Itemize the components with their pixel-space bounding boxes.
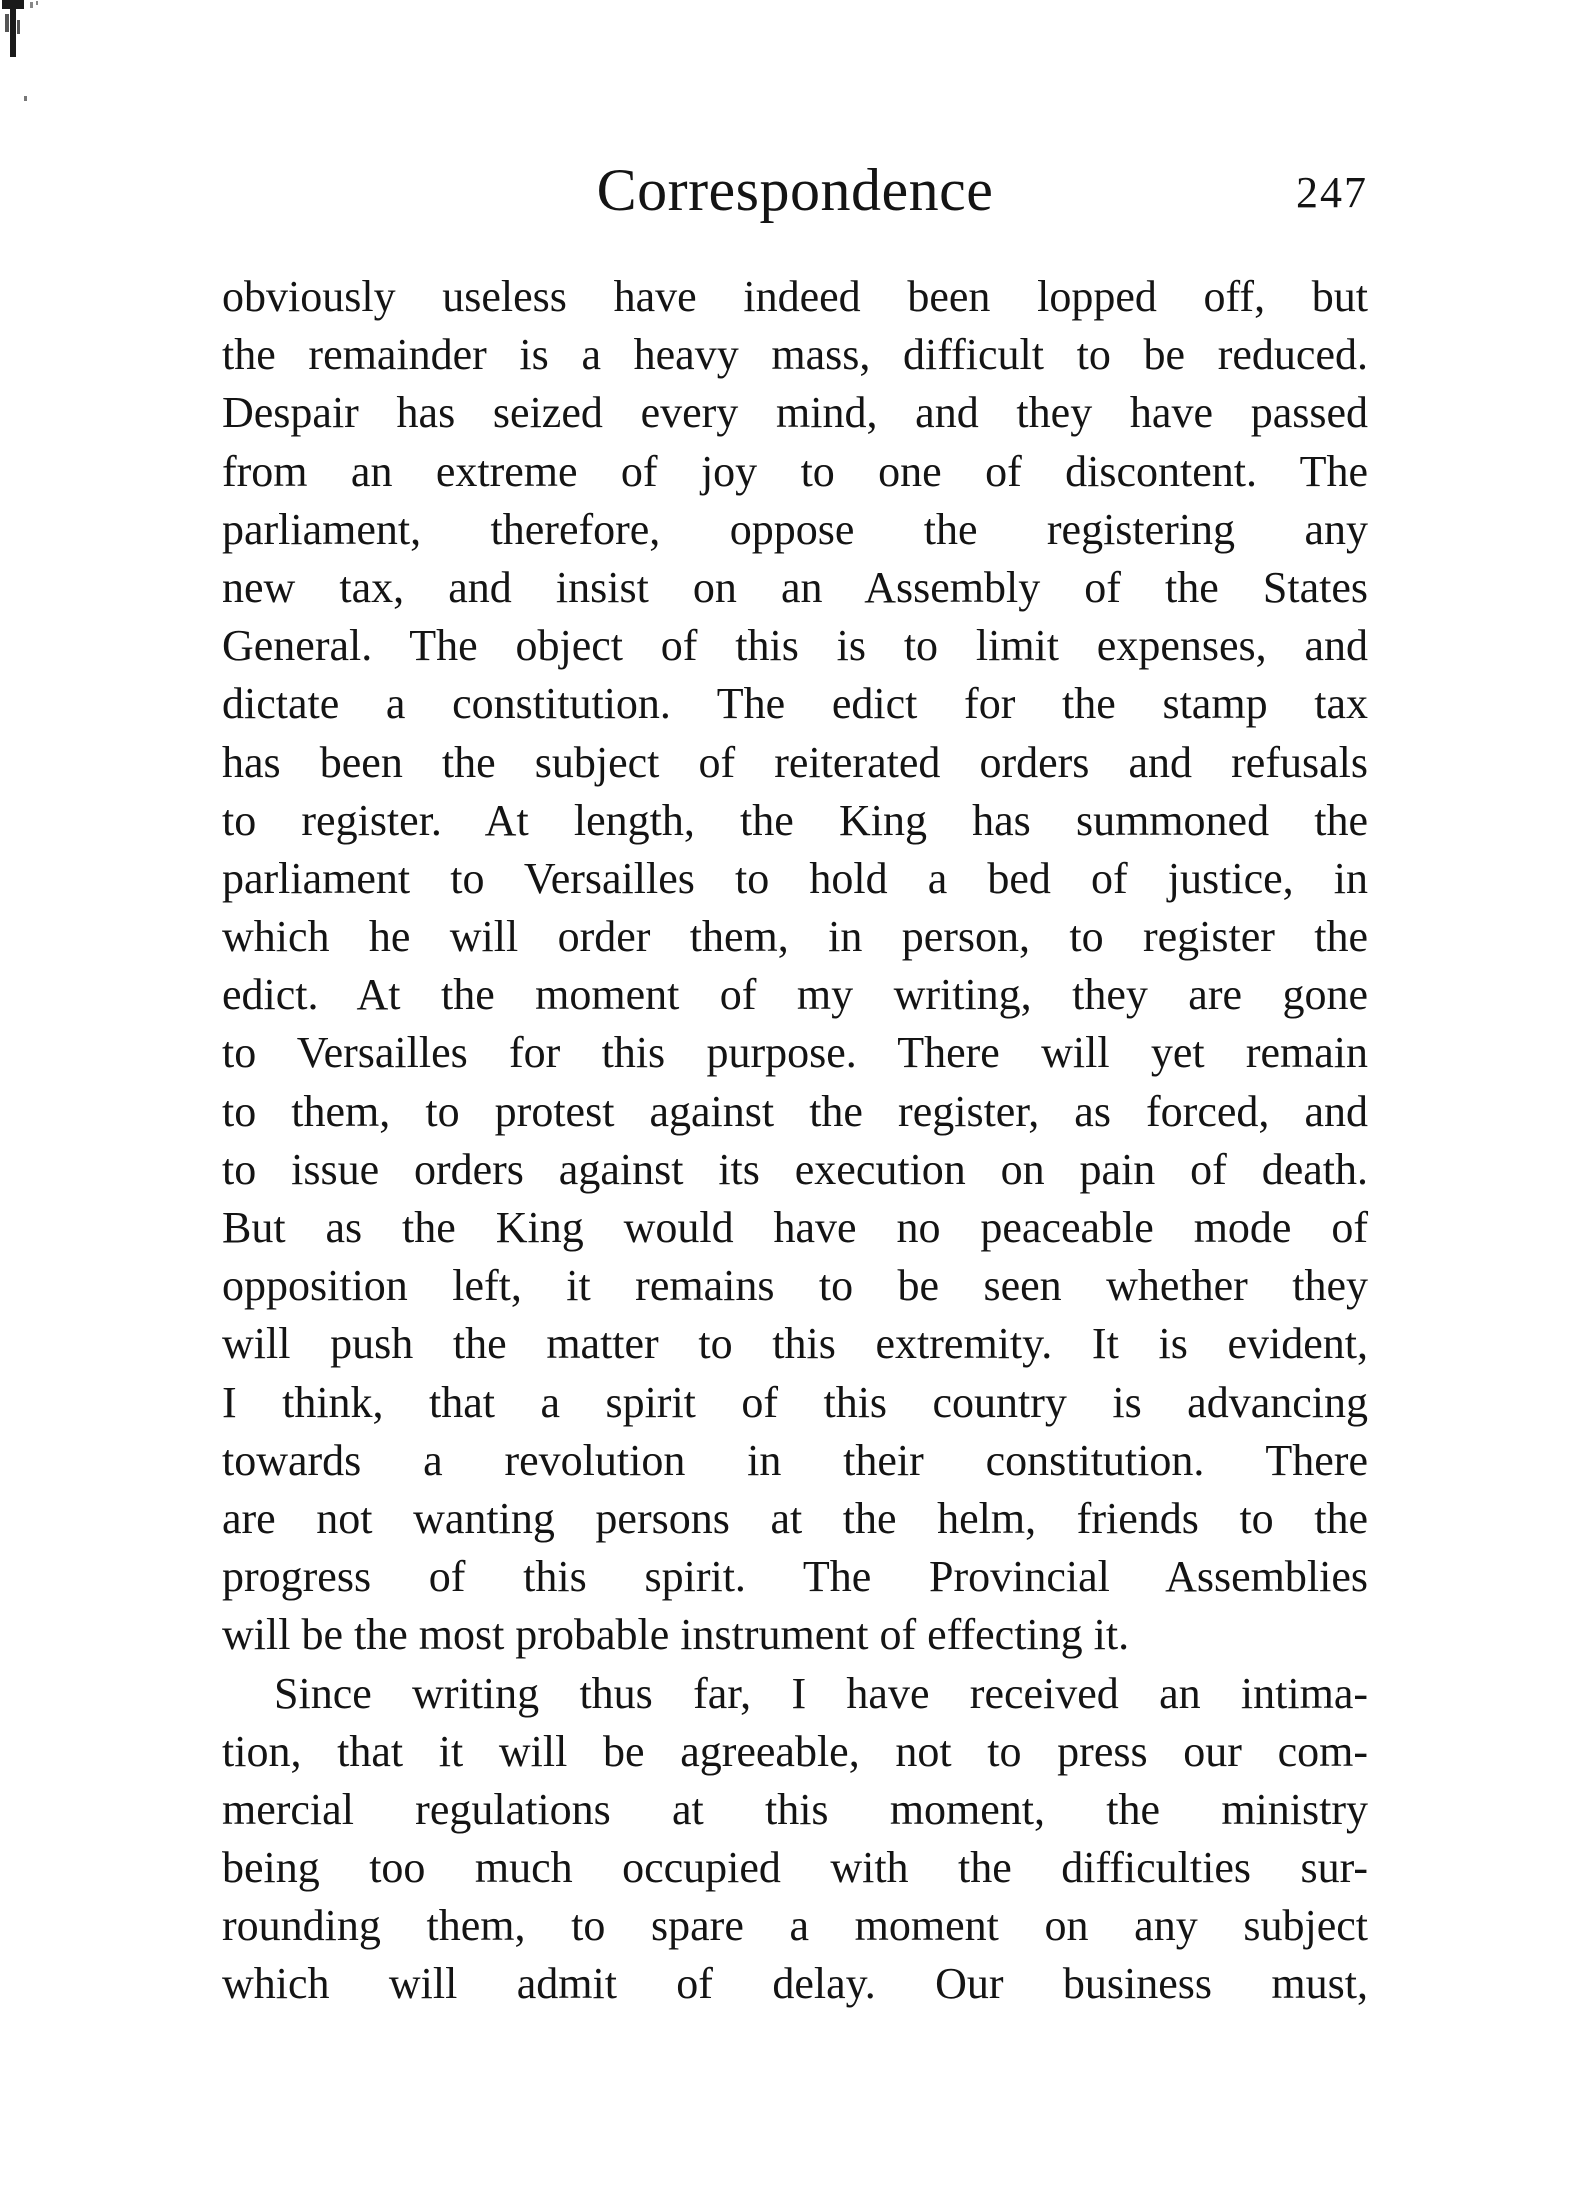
text-line: General. The object of this is to limit expenses, and xyxy=(222,621,1368,671)
text-line: opposition left, it remains to be seen whether they xyxy=(222,1261,1368,1311)
text-line: will be the most probable instrument of effecting it. xyxy=(222,1610,1130,1660)
text-line: parliament to Versailles to hold a bed of justice, in xyxy=(222,853,1368,903)
page-number: 247 xyxy=(1296,168,1368,217)
text-line: Despair has seized every mind, and they have passed xyxy=(222,388,1368,438)
paragraph xyxy=(222,1665,1368,2014)
text-line: to Versailles for this purpose. There will yet remain xyxy=(222,1028,1368,1078)
paragraph xyxy=(222,268,1368,1665)
text-line: progress of this spirit. The Provincial Assemblies xyxy=(222,1552,1368,1602)
text-line: obviously useless have indeed been lopped off, but xyxy=(222,272,1368,321)
text-line: mercial regulations at this moment, the ministry xyxy=(222,1784,1368,1834)
text-line: from an extreme of joy to one of discontent. The xyxy=(222,446,1368,496)
text-line: to issue orders against its execution on pain of death. xyxy=(222,1144,1368,1194)
text-line: towards a revolution in their constitution. There xyxy=(222,1435,1368,1485)
text-line: rounding them, to spare a moment on any subject xyxy=(222,1901,1368,1951)
text-line: tion, that it will be agreeable, not to press our com- xyxy=(222,1726,1368,1776)
body-text xyxy=(222,268,1368,2014)
text-line: to them, to protest against the register, as forced, and xyxy=(222,1086,1368,1136)
text-line: I think, that a spirit of this country is advancing xyxy=(222,1377,1368,1427)
text-line: being too much occupied with the difficulties sur- xyxy=(222,1843,1368,1893)
text-line: which he will order them, in person, to register the xyxy=(222,912,1368,962)
running-title: Correspondence xyxy=(596,157,994,223)
text-line: which will admit of delay. Our business must, xyxy=(222,1959,1368,2009)
text-line: are not wanting persons at the helm, friends to the xyxy=(222,1493,1368,1543)
text-line: new tax, and insist on an Assembly of the States xyxy=(222,562,1368,612)
text-line: But as the King would have no peaceable mode of xyxy=(222,1203,1368,1252)
text-line: parliament, therefore, oppose the registering any xyxy=(222,504,1368,554)
text-line: the remainder is a heavy mass, difficult to be reduced. xyxy=(222,330,1368,380)
text-line: to register. At length, the King has summoned the xyxy=(222,795,1368,845)
text-line: edict. At the moment of my writing, they are gone xyxy=(222,970,1368,1020)
text-line: Since writing thus far, I have received an intima- xyxy=(274,1668,1368,1718)
scan-artifact-mark xyxy=(0,0,40,110)
text-line: dictate a constitution. The edict for the stamp tax xyxy=(222,679,1368,729)
text-line: will push the matter to this extremity. It is evident, xyxy=(222,1319,1368,1369)
running-head xyxy=(222,150,1368,230)
text-line: has been the subject of reiterated orders and refusals xyxy=(222,737,1368,787)
